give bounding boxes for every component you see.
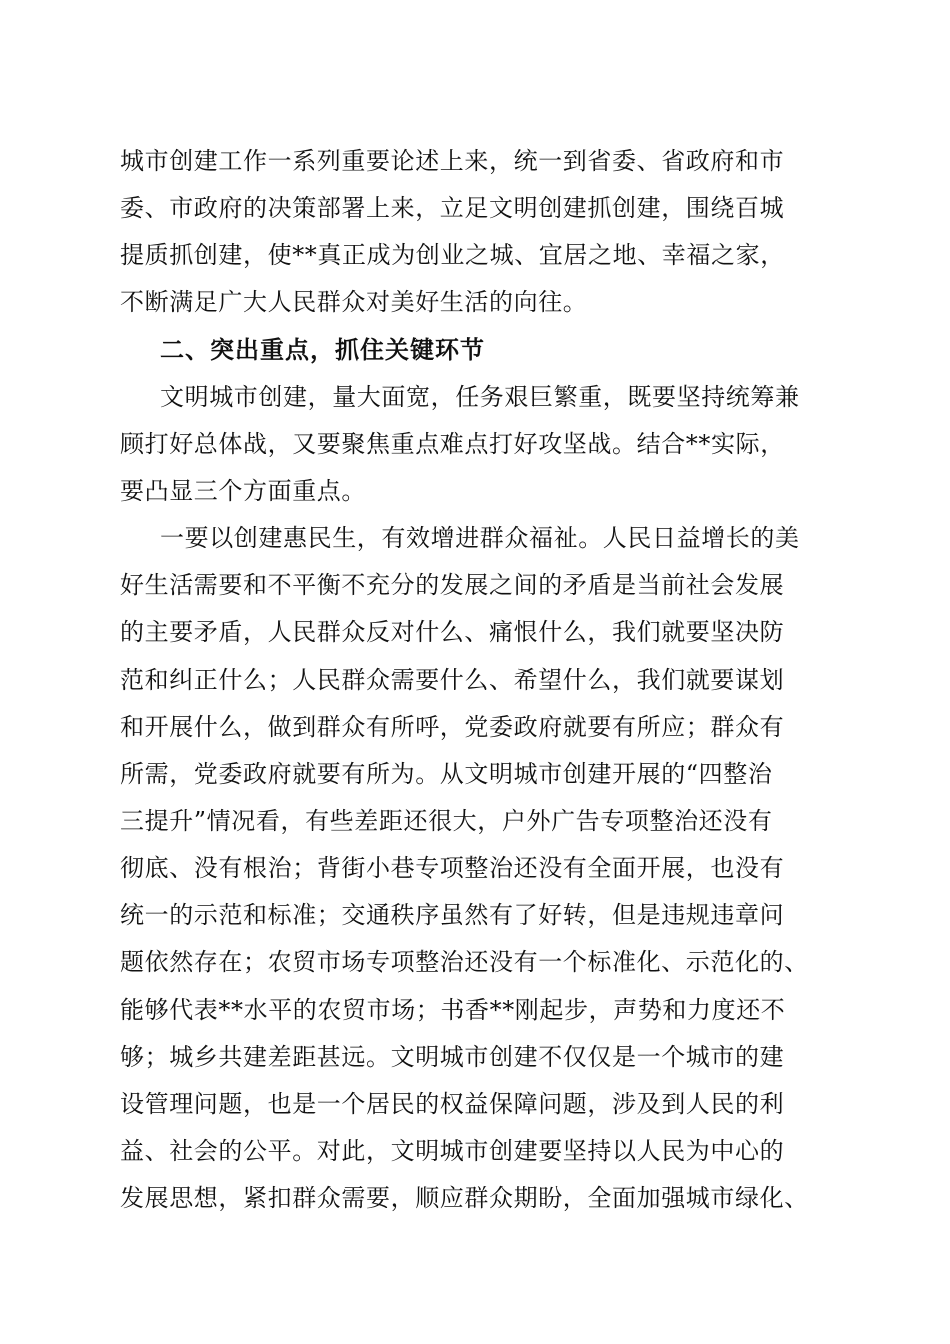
paragraph-line: 彻底、没有根治；背街小巷专项整治还没有全面开展，也没有: [120, 854, 785, 883]
paragraph-line: 文明城市创建，量大面宽，任务艰巨繁重，既要坚持统筹兼: [160, 382, 800, 411]
body-text: [120, 138, 832, 1222]
paragraph-line: 提质抓创建，使**真正成为创业之城、宜居之地、幸福之家，: [120, 241, 785, 270]
paragraph-line: 益、社会的公平。对此，文明城市创建要坚持以人民为中心的: [120, 1136, 785, 1165]
section-heading: 二、突出重点，抓住关键环节: [160, 335, 485, 364]
paragraph-line: 委、市政府的决策部署上来，立足文明创建抓创建，围绕百城: [120, 194, 785, 223]
paragraph-line: 三提升”情况看，有些差距还很大，户外广告专项整治还没有: [120, 806, 773, 835]
paragraph-line: 能够代表**水平的农贸市场；书香**刚起步，声势和力度还不: [120, 995, 786, 1024]
paragraph-line: 所需，党委政府就要有所为。从文明城市创建开展的“四整治: [120, 759, 773, 788]
paragraph-line: 不断满足广大人民群众对美好生活的向往。: [120, 288, 588, 317]
paragraph-line: 和开展什么，做到群众有所呼，党委政府就要有所应；群众有: [120, 712, 785, 741]
paragraph-line: 好生活需要和不平衡不充分的发展之间的矛盾是当前社会发展: [120, 571, 785, 600]
paragraph-line: 城市创建工作一系列重要论述上来，统一到省委、省政府和市: [120, 147, 785, 175]
paragraph-line: 题依然存在；农贸市场专项整治还没有一个标准化、示范化的、: [120, 948, 809, 977]
paragraph-line: 顾打好总体战，又要聚焦重点难点打好攻坚战。结合**实际，: [120, 429, 785, 458]
paragraph-line: 够；城乡共建差距甚远。文明城市创建不仅仅是一个城市的建: [120, 1042, 785, 1071]
paragraph-line: 要凸显三个方面重点。: [120, 476, 366, 505]
paragraph-line: 一要以创建惠民生，有效增进群众福祉。人民日益增长的美: [160, 524, 800, 553]
paragraph-line: 范和纠正什么；人民群众需要什么、希望什么，我们就要谋划: [120, 665, 785, 694]
paragraph-line: 的主要矛盾，人民群众反对什么、痛恨什么，我们就要坚决防: [120, 618, 785, 647]
paragraph-line: 设管理问题，也是一个居民的权益保障问题，涉及到人民的利: [120, 1089, 785, 1118]
paragraph-line: 发展思想，紧扣群众需要，顺应群众期盼，全面加强城市绿化、: [120, 1184, 809, 1213]
paragraph-line: 统一的示范和标准；交通秩序虽然有了好转，但是违规违章问: [120, 901, 785, 930]
